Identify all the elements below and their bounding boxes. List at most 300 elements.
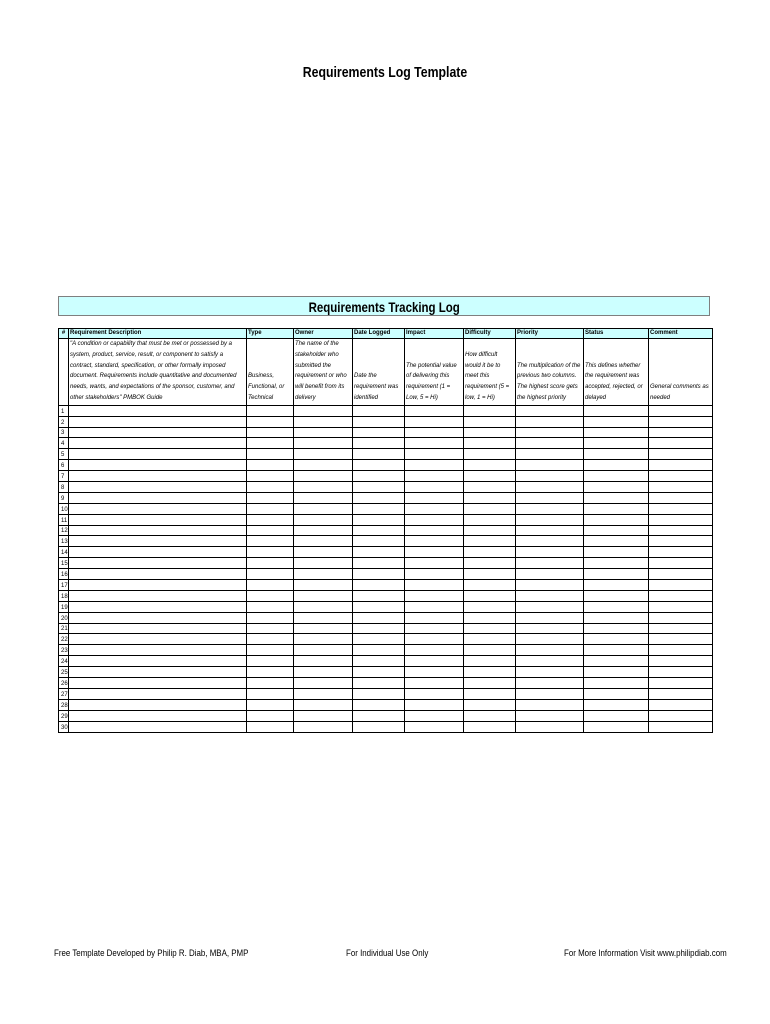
table-cell[interactable] — [69, 667, 247, 678]
table-cell[interactable] — [294, 656, 353, 667]
table-cell[interactable] — [247, 427, 294, 438]
table-cell[interactable] — [464, 601, 516, 612]
table-cell[interactable] — [69, 536, 247, 547]
table-cell[interactable] — [69, 405, 247, 416]
table-cell[interactable] — [516, 656, 584, 667]
table-cell[interactable] — [464, 471, 516, 482]
table-cell[interactable] — [649, 405, 713, 416]
table-cell[interactable] — [69, 514, 247, 525]
table-cell[interactable] — [584, 699, 649, 710]
table-cell[interactable] — [464, 569, 516, 580]
table-cell[interactable] — [584, 710, 649, 721]
table-cell[interactable] — [294, 460, 353, 471]
table-cell[interactable] — [353, 688, 405, 699]
table-cell[interactable] — [353, 514, 405, 525]
table-cell[interactable] — [294, 569, 353, 580]
table-cell[interactable] — [247, 405, 294, 416]
table-cell[interactable] — [584, 721, 649, 732]
table-cell[interactable] — [464, 678, 516, 689]
table-cell[interactable] — [247, 471, 294, 482]
table-cell[interactable] — [69, 471, 247, 482]
table-cell[interactable] — [69, 492, 247, 503]
table-cell[interactable] — [405, 438, 464, 449]
table-cell[interactable] — [649, 678, 713, 689]
table-cell[interactable] — [464, 634, 516, 645]
table-cell[interactable] — [294, 710, 353, 721]
table-cell[interactable] — [649, 590, 713, 601]
table-cell[interactable] — [405, 405, 464, 416]
desc-status: This defines whether the requirement was accepted, rejected, or delayed — [584, 339, 649, 406]
table-cell[interactable] — [516, 623, 584, 634]
table-cell[interactable] — [294, 449, 353, 460]
table-cell[interactable] — [294, 416, 353, 427]
col-header-difficulty: Difficulty — [464, 329, 516, 339]
table-cell[interactable] — [405, 449, 464, 460]
table-cell[interactable] — [464, 558, 516, 569]
table-cell[interactable] — [649, 623, 713, 634]
col-header-date-logged: Date Logged — [353, 329, 405, 339]
table-cell[interactable] — [405, 601, 464, 612]
table-cell[interactable] — [516, 601, 584, 612]
table-cell[interactable] — [584, 405, 649, 416]
table-cell[interactable] — [247, 580, 294, 591]
table-cell[interactable] — [405, 525, 464, 536]
table-cell[interactable] — [247, 416, 294, 427]
table-row — [59, 678, 713, 689]
table-cell[interactable] — [584, 492, 649, 503]
table-cell[interactable] — [353, 416, 405, 427]
table-cell[interactable] — [353, 438, 405, 449]
table-cell[interactable] — [464, 405, 516, 416]
table-cell[interactable] — [247, 601, 294, 612]
table-cell[interactable] — [464, 525, 516, 536]
table-cell[interactable] — [464, 503, 516, 514]
table-cell[interactable] — [294, 482, 353, 493]
table-cell[interactable] — [649, 471, 713, 482]
table-cell[interactable] — [405, 536, 464, 547]
table-cell[interactable] — [247, 503, 294, 514]
table-cell[interactable] — [294, 536, 353, 547]
table-row — [59, 612, 713, 623]
table-cell[interactable] — [584, 416, 649, 427]
table-cell[interactable] — [464, 438, 516, 449]
table-cell[interactable] — [516, 558, 584, 569]
table-cell[interactable] — [294, 580, 353, 591]
table-cell[interactable] — [353, 449, 405, 460]
table-cell[interactable] — [405, 471, 464, 482]
table-cell[interactable] — [247, 656, 294, 667]
table-cell[interactable] — [405, 492, 464, 503]
table-cell[interactable] — [69, 678, 247, 689]
footer-info-link[interactable]: For More Information Visit www.philipdiab.com — [564, 948, 727, 958]
table-cell[interactable] — [294, 514, 353, 525]
table-cell[interactable] — [353, 471, 405, 482]
table-cell[interactable] — [516, 460, 584, 471]
table-cell[interactable] — [516, 590, 584, 601]
table-cell[interactable] — [69, 525, 247, 536]
table-cell[interactable] — [584, 678, 649, 689]
table-cell[interactable] — [516, 678, 584, 689]
table-row — [59, 427, 713, 438]
table-cell[interactable] — [649, 667, 713, 678]
table-cell[interactable] — [649, 656, 713, 667]
table-cell[interactable] — [516, 449, 584, 460]
table-cell[interactable] — [649, 416, 713, 427]
table-cell[interactable] — [405, 678, 464, 689]
table-cell[interactable] — [353, 569, 405, 580]
footer-credit: Free Template Developed by Philip R. Diab, MBA, PMP — [54, 948, 249, 958]
table-cell[interactable] — [69, 460, 247, 471]
table-cell[interactable] — [69, 590, 247, 601]
table-cell[interactable] — [294, 612, 353, 623]
table-cell[interactable] — [516, 416, 584, 427]
table-cell[interactable] — [516, 471, 584, 482]
table-cell[interactable] — [353, 590, 405, 601]
table-cell[interactable] — [353, 721, 405, 732]
table-cell[interactable] — [294, 688, 353, 699]
table-cell[interactable] — [69, 427, 247, 438]
table-cell[interactable] — [405, 590, 464, 601]
table-cell[interactable] — [353, 427, 405, 438]
row-number: 30 — [59, 721, 69, 732]
table-cell[interactable] — [405, 667, 464, 678]
table-cell[interactable] — [294, 438, 353, 449]
table-cell[interactable] — [69, 601, 247, 612]
table-cell[interactable] — [247, 569, 294, 580]
table-cell[interactable] — [464, 547, 516, 558]
table-cell[interactable] — [247, 482, 294, 493]
table-cell[interactable] — [464, 699, 516, 710]
table-cell[interactable] — [516, 547, 584, 558]
table-cell[interactable] — [69, 547, 247, 558]
table-cell[interactable] — [405, 688, 464, 699]
table-cell[interactable] — [584, 514, 649, 525]
table-cell[interactable] — [69, 438, 247, 449]
table-cell[interactable] — [247, 460, 294, 471]
table-cell[interactable] — [649, 525, 713, 536]
table-cell[interactable] — [353, 623, 405, 634]
table-cell[interactable] — [405, 645, 464, 656]
table-cell[interactable] — [584, 449, 649, 460]
table-cell[interactable] — [405, 503, 464, 514]
table-row — [59, 482, 713, 493]
table-cell[interactable] — [649, 427, 713, 438]
table-cell[interactable] — [294, 699, 353, 710]
table-cell[interactable] — [649, 514, 713, 525]
table-cell[interactable] — [353, 536, 405, 547]
table-cell[interactable] — [584, 656, 649, 667]
table-cell[interactable] — [516, 580, 584, 591]
table-cell[interactable] — [649, 721, 713, 732]
table-cell[interactable] — [353, 460, 405, 471]
table-cell[interactable] — [584, 438, 649, 449]
table-cell[interactable] — [649, 569, 713, 580]
table-cell[interactable] — [247, 710, 294, 721]
table-cell[interactable] — [294, 525, 353, 536]
table-cell[interactable] — [464, 416, 516, 427]
table-cell[interactable] — [69, 688, 247, 699]
table-cell[interactable] — [464, 427, 516, 438]
table-row — [59, 569, 713, 580]
table-cell[interactable] — [584, 645, 649, 656]
table-cell[interactable] — [405, 634, 464, 645]
table-cell[interactable] — [516, 525, 584, 536]
table-cell[interactable] — [584, 688, 649, 699]
log-title-banner — [58, 296, 710, 316]
desc-owner: The name of the stakeholder who submitted the requirement or who will benefit from its delivery — [294, 339, 353, 406]
table-cell[interactable] — [516, 492, 584, 503]
table-cell[interactable] — [464, 656, 516, 667]
table-cell[interactable] — [464, 721, 516, 732]
table-cell[interactable] — [649, 438, 713, 449]
table-cell[interactable] — [516, 514, 584, 525]
table-cell[interactable] — [247, 612, 294, 623]
table-cell[interactable] — [584, 482, 649, 493]
table-cell[interactable] — [294, 558, 353, 569]
table-cell[interactable] — [294, 547, 353, 558]
table-cell[interactable] — [649, 645, 713, 656]
table-cell[interactable] — [516, 503, 584, 514]
table-cell[interactable] — [516, 438, 584, 449]
table-cell[interactable] — [247, 667, 294, 678]
table-cell[interactable] — [247, 547, 294, 558]
table-cell[interactable] — [294, 721, 353, 732]
table-cell[interactable] — [247, 645, 294, 656]
row-number: 8 — [59, 482, 69, 493]
table-cell[interactable] — [69, 721, 247, 732]
table-cell[interactable] — [353, 405, 405, 416]
table-cell[interactable] — [69, 569, 247, 580]
table-cell[interactable] — [464, 667, 516, 678]
table-cell[interactable] — [649, 699, 713, 710]
table-cell[interactable] — [69, 503, 247, 514]
table-cell[interactable] — [405, 514, 464, 525]
table-cell[interactable] — [584, 590, 649, 601]
table-cell[interactable] — [353, 503, 405, 514]
table-cell[interactable] — [294, 492, 353, 503]
table-cell[interactable] — [247, 438, 294, 449]
table-cell[interactable] — [584, 536, 649, 547]
table-cell[interactable] — [294, 590, 353, 601]
table-cell[interactable] — [69, 710, 247, 721]
table-cell[interactable] — [69, 482, 247, 493]
table-cell[interactable] — [464, 492, 516, 503]
table-cell[interactable] — [353, 667, 405, 678]
table-cell[interactable] — [649, 536, 713, 547]
table-row — [59, 699, 713, 710]
table-cell[interactable] — [516, 645, 584, 656]
table-cell[interactable] — [405, 416, 464, 427]
table-cell[interactable] — [405, 427, 464, 438]
table-cell[interactable] — [353, 482, 405, 493]
table-cell[interactable] — [247, 536, 294, 547]
table-cell[interactable] — [464, 482, 516, 493]
table-cell[interactable] — [516, 482, 584, 493]
table-cell[interactable] — [69, 449, 247, 460]
table-cell[interactable] — [69, 699, 247, 710]
table-cell[interactable] — [353, 634, 405, 645]
table-cell[interactable] — [584, 558, 649, 569]
table-cell[interactable] — [649, 612, 713, 623]
table-cell[interactable] — [405, 558, 464, 569]
table-cell[interactable] — [294, 405, 353, 416]
table-cell[interactable] — [294, 471, 353, 482]
table-cell[interactable] — [294, 645, 353, 656]
table-row — [59, 656, 713, 667]
table-cell[interactable] — [69, 612, 247, 623]
table-cell[interactable] — [649, 492, 713, 503]
table-cell[interactable] — [584, 612, 649, 623]
table-cell[interactable] — [584, 634, 649, 645]
table-cell[interactable] — [649, 710, 713, 721]
table-cell[interactable] — [353, 558, 405, 569]
table-cell[interactable] — [584, 427, 649, 438]
table-cell[interactable] — [405, 569, 464, 580]
table-cell[interactable] — [69, 645, 247, 656]
table-row — [59, 601, 713, 612]
table-cell[interactable] — [405, 710, 464, 721]
table-cell[interactable] — [247, 558, 294, 569]
table-cell[interactable] — [353, 612, 405, 623]
table-cell[interactable] — [353, 525, 405, 536]
table-cell[interactable] — [516, 688, 584, 699]
table-cell[interactable] — [464, 460, 516, 471]
table-row — [59, 580, 713, 591]
desc-comment: General comments as needed — [649, 339, 713, 406]
table-cell[interactable] — [247, 623, 294, 634]
row-number: 10 — [59, 503, 69, 514]
table-cell[interactable] — [247, 634, 294, 645]
table-cell[interactable] — [516, 405, 584, 416]
table-cell[interactable] — [405, 612, 464, 623]
table-cell[interactable] — [464, 536, 516, 547]
table-cell[interactable] — [69, 558, 247, 569]
table-cell[interactable] — [584, 460, 649, 471]
table-cell[interactable] — [247, 699, 294, 710]
desc-impact: The potential value of delivering this requirement (1 = Low, 5 = Hi) — [405, 339, 464, 406]
table-cell[interactable] — [649, 688, 713, 699]
table-cell[interactable] — [584, 471, 649, 482]
row-number: 2 — [59, 416, 69, 427]
table-cell[interactable] — [649, 558, 713, 569]
table-cell[interactable] — [584, 503, 649, 514]
table-cell[interactable] — [247, 721, 294, 732]
table-cell[interactable] — [69, 634, 247, 645]
table-cell[interactable] — [247, 449, 294, 460]
table-cell[interactable] — [584, 525, 649, 536]
table-cell[interactable] — [294, 503, 353, 514]
table-cell[interactable] — [353, 699, 405, 710]
table-cell[interactable] — [405, 721, 464, 732]
table-cell[interactable] — [464, 612, 516, 623]
table-cell[interactable] — [584, 569, 649, 580]
table-cell[interactable] — [516, 569, 584, 580]
table-cell[interactable] — [405, 460, 464, 471]
table-cell[interactable] — [405, 623, 464, 634]
table-cell[interactable] — [649, 547, 713, 558]
row-number: 4 — [59, 438, 69, 449]
table-cell[interactable] — [405, 656, 464, 667]
table-cell[interactable] — [294, 601, 353, 612]
table-cell[interactable] — [649, 601, 713, 612]
table-cell[interactable] — [405, 547, 464, 558]
table-cell[interactable] — [247, 514, 294, 525]
table-cell[interactable] — [464, 449, 516, 460]
table-cell[interactable] — [464, 590, 516, 601]
table-cell[interactable] — [353, 710, 405, 721]
table-cell[interactable] — [649, 449, 713, 460]
table-cell[interactable] — [353, 492, 405, 503]
table-cell[interactable] — [247, 525, 294, 536]
col-header-owner: Owner — [294, 329, 353, 339]
table-cell[interactable] — [405, 482, 464, 493]
table-cell[interactable] — [405, 580, 464, 591]
table-cell[interactable] — [649, 460, 713, 471]
table-cell[interactable] — [584, 601, 649, 612]
table-cell[interactable] — [294, 678, 353, 689]
table-cell[interactable] — [464, 580, 516, 591]
table-cell[interactable] — [516, 699, 584, 710]
table-cell[interactable] — [294, 623, 353, 634]
row-number: 27 — [59, 688, 69, 699]
table-cell[interactable] — [353, 547, 405, 558]
table-cell[interactable] — [649, 634, 713, 645]
table-cell[interactable] — [353, 645, 405, 656]
table-cell[interactable] — [353, 580, 405, 591]
table-cell[interactable] — [649, 503, 713, 514]
table-cell[interactable] — [464, 710, 516, 721]
table-row — [59, 710, 713, 721]
table-cell[interactable] — [69, 416, 247, 427]
table-cell[interactable] — [464, 514, 516, 525]
table-cell[interactable] — [405, 699, 464, 710]
table-cell[interactable] — [516, 612, 584, 623]
table-cell[interactable] — [516, 427, 584, 438]
row-number: 12 — [59, 525, 69, 536]
table-cell[interactable] — [69, 656, 247, 667]
row-number: 26 — [59, 678, 69, 689]
table-cell[interactable] — [584, 667, 649, 678]
table-cell[interactable] — [69, 580, 247, 591]
table-cell[interactable] — [294, 634, 353, 645]
table-cell[interactable] — [516, 634, 584, 645]
table-cell[interactable] — [649, 482, 713, 493]
table-cell[interactable] — [649, 580, 713, 591]
table-row — [59, 623, 713, 634]
table-cell[interactable] — [294, 667, 353, 678]
table-cell[interactable] — [247, 492, 294, 503]
table-cell[interactable] — [353, 601, 405, 612]
table-cell[interactable] — [247, 688, 294, 699]
table-cell[interactable] — [69, 623, 247, 634]
table-cell[interactable] — [516, 536, 584, 547]
table-cell[interactable] — [353, 678, 405, 689]
table-cell[interactable] — [247, 590, 294, 601]
table-cell[interactable] — [584, 623, 649, 634]
table-cell[interactable] — [584, 580, 649, 591]
table-cell[interactable] — [464, 645, 516, 656]
table-cell[interactable] — [516, 710, 584, 721]
table-cell[interactable] — [247, 678, 294, 689]
table-cell[interactable] — [294, 427, 353, 438]
table-cell[interactable] — [584, 547, 649, 558]
table-cell[interactable] — [516, 667, 584, 678]
row-number: 17 — [59, 580, 69, 591]
table-cell[interactable] — [353, 656, 405, 667]
table-cell[interactable] — [464, 688, 516, 699]
table-cell[interactable] — [516, 721, 584, 732]
table-cell[interactable] — [464, 623, 516, 634]
